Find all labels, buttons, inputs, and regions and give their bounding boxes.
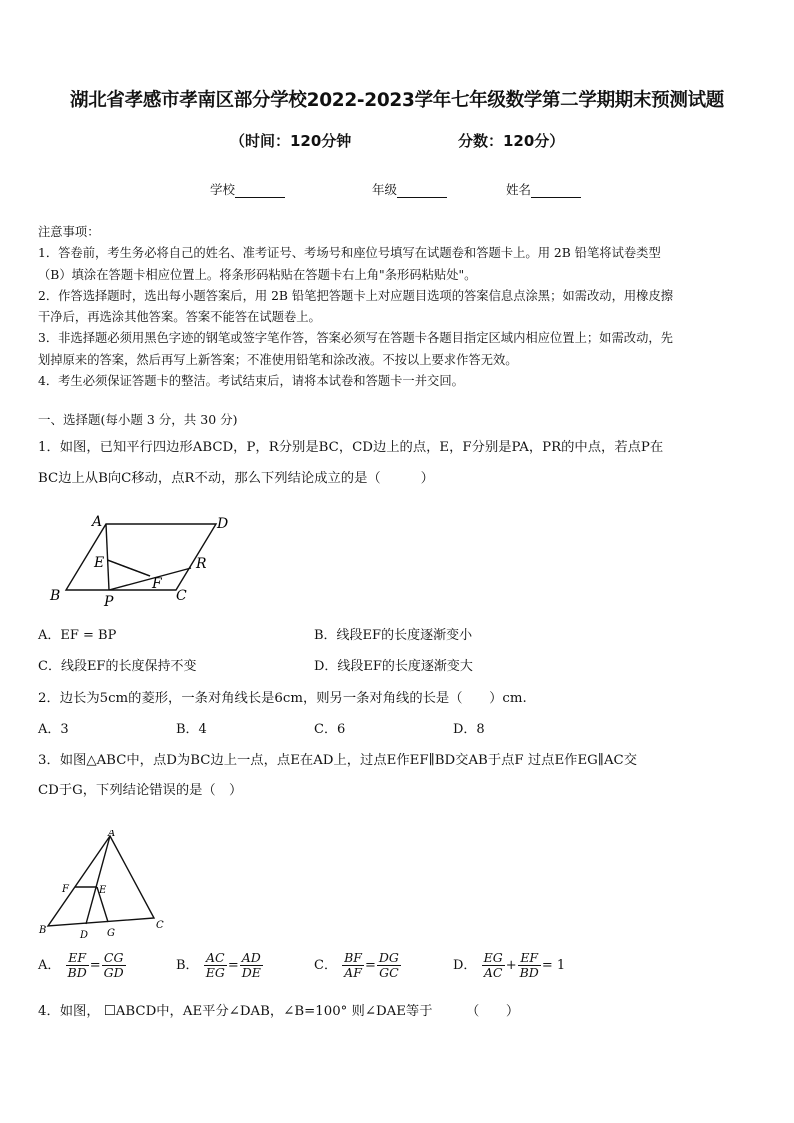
fig1-label-d: D [217,516,229,532]
section-title: 一、选择题(每小题 3 分，共 30 分) [38,412,238,427]
fraction: $\frac{EG}{AC}$ [483,950,503,980]
q3-option-b: B． $\frac{AC}{EG}$ = $\frac{AD}{DE}$ [176,950,261,980]
fig3-label-g: G [107,928,115,939]
name-blank [531,184,581,198]
q1-option-d: D．线段EF的长度逐渐变大 [314,659,473,674]
segment-ap [106,524,109,590]
q4-answer-paren: （ ） [466,1004,520,1019]
q1-line1: 1．如图，已知平行四边形ABCD，P，R分别是BC，CD边上的点，E，F分别是PA，PR的中点，若点P在 [38,440,664,455]
q3-option-d: D． $\frac{EG}{AC}$ + $\frac{EF}{BD}$ = 1 [453,950,566,980]
q2-option-d: D．8 [453,722,485,737]
grade-label: 年级 [372,182,398,197]
fig3-label-a: A [108,830,116,839]
exam-score: 分数：120分） [458,132,565,150]
exam-time: （时间：120分钟 [230,132,352,150]
q3-option-c: C． $\frac{BF}{AF}$ = $\frac{DG}{GC}$ [314,950,399,980]
q3-line2: CD于G，下列结论错误的是（ ） [38,783,243,798]
fraction: $\frac{EF}{BD}$ [519,950,539,980]
fig3-label-e: E [99,885,107,896]
fig1-label-r: R [196,556,207,572]
fig1-label-f: F [152,576,162,592]
fig1-label-c: C [176,588,187,604]
fig3-label-c: C [156,920,164,931]
fraction: $\frac{BF}{AF}$ [344,950,362,980]
grade-blank [397,184,447,198]
q2-option-a: A．3 [38,722,69,737]
q2-option-b: B．4 [176,722,207,737]
notes-block [38,222,760,392]
q3-line1: 3．如图△ABC中，点D为BC边上一点，点E在AD上，过点E作EF∥BD交AB于点F 过点E作EG∥AC交 [38,753,638,768]
fraction: $\frac{AD}{DE}$ [241,950,261,980]
fraction: $\frac{EF}{BD}$ [67,950,87,980]
school-field [210,180,285,198]
grade-field [372,180,447,198]
fraction: $\frac{CG}{GD}$ [103,950,124,980]
notes-line: 3．非选择题必须用黑色字迹的钢笔或签字笔作答，答案必须写在答题卡各题目指定区域内相应位置上；如需改动，先 [38,331,673,346]
fig1-label-a: A [92,514,103,530]
q1-option-a: A．EF = BP [38,628,117,643]
q3-triangle-figure [38,830,178,940]
q1-line2: BC边上从B向C移动，点R不动，那么下列结论成立的是（ ） [38,471,434,486]
name-label: 姓名 [506,182,532,197]
q2-option-c: C．6 [314,722,346,737]
fig3-label-b: B [39,925,47,936]
segment-ad [86,836,110,924]
q4-text: 4．如图， ☐ABCD中，AE平分∠DAB，∠B=100° 则∠DAE等于 [38,1004,433,1019]
q1-option-c: C．线段EF的长度保持不变 [38,659,197,674]
q3-option-a: A． $\frac{EF}{BD}$ = $\frac{CG}{GD}$ [38,950,124,980]
q2-text: 2．边长为5cm的菱形，一条对角线长是6cm，则另一条对角线的长是（ ）cm. [38,691,527,706]
fraction: $\frac{AC}{EG}$ [205,950,225,980]
fraction: $\frac{DG}{GC}$ [378,950,399,980]
school-label: 学校 [210,182,236,197]
q1-parallelogram-figure [46,512,246,612]
parallelogram-abcd [66,524,216,590]
notes-heading: 注意事项： [38,225,100,239]
notes-line: 1．答卷前，考生务必将自己的姓名、准考证号、考场号和座位号填写在试题卷和答题卡上。用 2B 铅笔将试卷类型 [38,246,661,261]
triangle-abc [48,836,154,926]
notes-line: 2．作答选择题时，选出每小题答案后，用 2B 铅笔把答题卡上对应题目选项的答案信息点涂黑；如需改动，用橡皮擦 [38,288,674,303]
fig3-label-d: D [80,930,89,940]
notes-line: 干净后，再选涂其他答案。答案不能答在试题卷上。 [38,310,321,325]
fig1-label-p: P [104,594,114,610]
fig3-label-f: F [62,884,69,895]
q1-option-b: B．线段EF的长度逐渐变小 [314,628,473,643]
name-field [506,180,581,198]
notes-line: （B）填涂在答题卡相应位置上。将条形码粘贴在答题卡右上角"条形码粘贴处"。 [38,267,477,282]
fig1-label-b: B [50,588,61,604]
segment-ef-2 [108,560,151,576]
page-title: 湖北省孝感市孝南区部分学校2022-2023学年七年级数学第二学期期末预测试题 [70,90,724,111]
fig1-label-e: E [94,555,105,571]
notes-line: 4．考生必须保证答题卡的整洁。考试结束后，请将本试卷和答题卡一并交回。 [38,374,464,389]
school-blank [235,184,285,198]
notes-line: 划掉原来的答案，然后再写上新答案；不准使用铅笔和涂改液。不按以上要求作答无效。 [38,352,518,367]
